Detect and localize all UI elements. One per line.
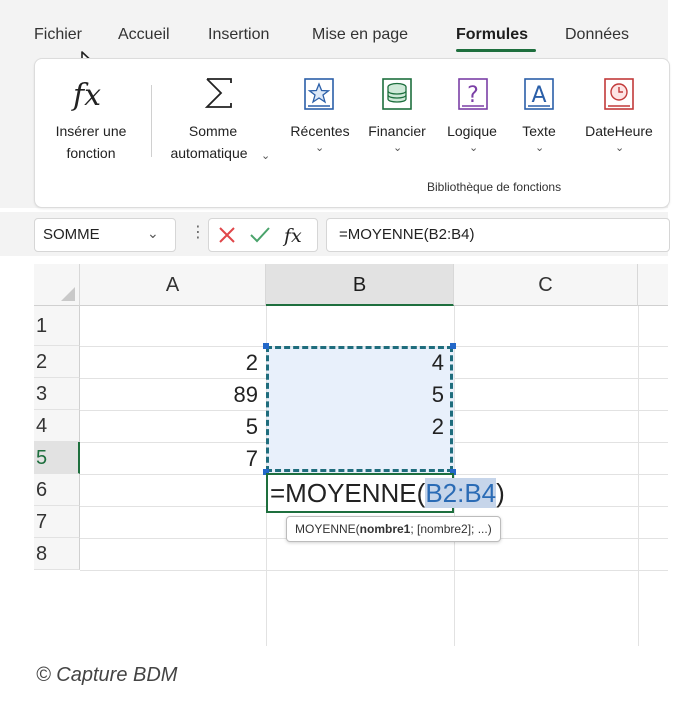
formula-text: =MOYENNE(B2:B4) [339,226,475,243]
row-header-8[interactable]: 8 [34,538,80,570]
formula-bar-actions [208,218,318,252]
star-book-icon [303,77,335,111]
name-box-value: SOMME [43,226,100,243]
referenced-range-border [266,346,453,472]
chevron-down-icon: ⌄ [315,142,325,154]
recent-label: Récentes [290,123,350,139]
active-tab-indicator [456,49,536,52]
row-header-3[interactable]: 3 [34,378,80,410]
row-header-4[interactable]: 4 [34,410,80,442]
cell-edit-formula[interactable] [270,478,505,509]
svg-text:?: ? [467,83,479,108]
grid-line [80,570,668,571]
enter-check-icon[interactable] [249,225,271,245]
cell-b2[interactable]: 4 [431,350,444,375]
function-syntax-tooltip[interactable] [286,516,501,542]
tab-mise-en-page[interactable]: Mise en page [312,26,409,43]
row-header-1[interactable]: 1 [34,306,80,346]
logical-functions-button[interactable] [437,59,507,179]
tab-fichier[interactable]: Fichier [34,26,83,43]
cell-b4[interactable]: 2 [431,414,444,439]
datetime-functions-button[interactable] [573,59,667,179]
chevron-down-icon: ⌄ [261,150,271,162]
row-header-2[interactable]: 2 [34,346,80,378]
select-all-triangle-icon [61,287,75,301]
text-functions-button[interactable] [511,59,567,179]
tooltip-current-argument: nombre1 [359,522,411,536]
coins-book-icon [381,77,413,111]
edit-formula-prefix: =MOYENNE( [270,478,426,508]
fx-label: fx [284,225,302,247]
edit-formula-reference: B2:B4 [425,478,497,508]
tab-donnees[interactable]: Données [565,26,630,43]
range-handle[interactable] [450,343,456,349]
logical-label: Logique [447,123,497,139]
insert-function-label-line2: fonction [66,145,116,161]
range-handle[interactable] [263,343,269,349]
column-header-d[interactable] [638,264,668,306]
ribbon-panel [34,58,670,208]
insert-function-button[interactable] [35,59,147,179]
cell-a3[interactable]: 89 [233,382,258,407]
tooltip-remaining-arguments: ; [nombre2]; ...) [410,522,492,536]
autosum-button[interactable] [159,59,277,179]
row-header-7[interactable]: 7 [34,506,80,538]
cell-a2[interactable]: 2 [245,350,258,375]
datetime-label: DateHeure [585,123,653,139]
column-header-a[interactable]: A [80,264,266,306]
fx-icon [67,75,111,115]
formula-bar-grip-icon[interactable]: ⋮ [190,224,206,241]
insert-function-label-line1: Insérer une [55,123,127,139]
group-label-function-library: Bibliothèque de fonctions [427,180,562,194]
select-all-corner[interactable] [34,264,80,306]
row-header-5[interactable]: 5 [34,442,80,474]
insert-function-fx-icon[interactable] [281,221,311,249]
menu-bar [0,0,668,44]
tab-formules[interactable]: Formules [456,26,529,43]
image-credit: © Capture BDM [36,664,178,686]
recent-functions-button[interactable] [285,59,357,179]
a-book-icon [523,77,555,111]
chevron-down-icon: ⌄ [535,142,545,154]
chevron-down-icon: ⌄ [615,142,625,154]
autosum-label-line1: Somme [188,123,238,139]
autosum-label-line2: automatique [170,145,248,161]
tooltip-function-name: MOYENNE( [295,522,360,536]
grid-line [454,306,455,646]
grid-line [638,306,639,646]
text-label: Texte [522,123,556,139]
ribbon-separator [151,85,152,157]
chevron-down-icon[interactable]: ⌄ [147,225,159,241]
svg-text:fx: fx [73,78,102,113]
cell-b3[interactable]: 5 [431,382,444,407]
row-header-6[interactable]: 6 [34,474,80,506]
cell-a4[interactable]: 5 [245,414,258,439]
column-header-b[interactable]: B [266,264,454,306]
tab-accueil[interactable]: Accueil [118,26,170,43]
chevron-down-icon: ⌄ [469,142,479,154]
clock-book-icon [603,77,635,111]
financial-label: Financier [368,123,426,139]
formula-input[interactable] [326,218,670,252]
financial-functions-button[interactable] [359,59,435,179]
cancel-icon[interactable] [217,225,237,245]
question-book-icon [457,77,489,111]
name-box[interactable] [34,218,176,252]
chevron-down-icon: ⌄ [393,142,403,154]
edit-formula-suffix: ) [496,478,505,508]
svg-text:A: A [531,83,547,108]
tab-insertion[interactable]: Insertion [208,26,270,43]
sigma-icon [199,73,239,113]
column-header-c[interactable]: C [454,264,638,306]
cell-a5[interactable]: 7 [245,446,258,471]
